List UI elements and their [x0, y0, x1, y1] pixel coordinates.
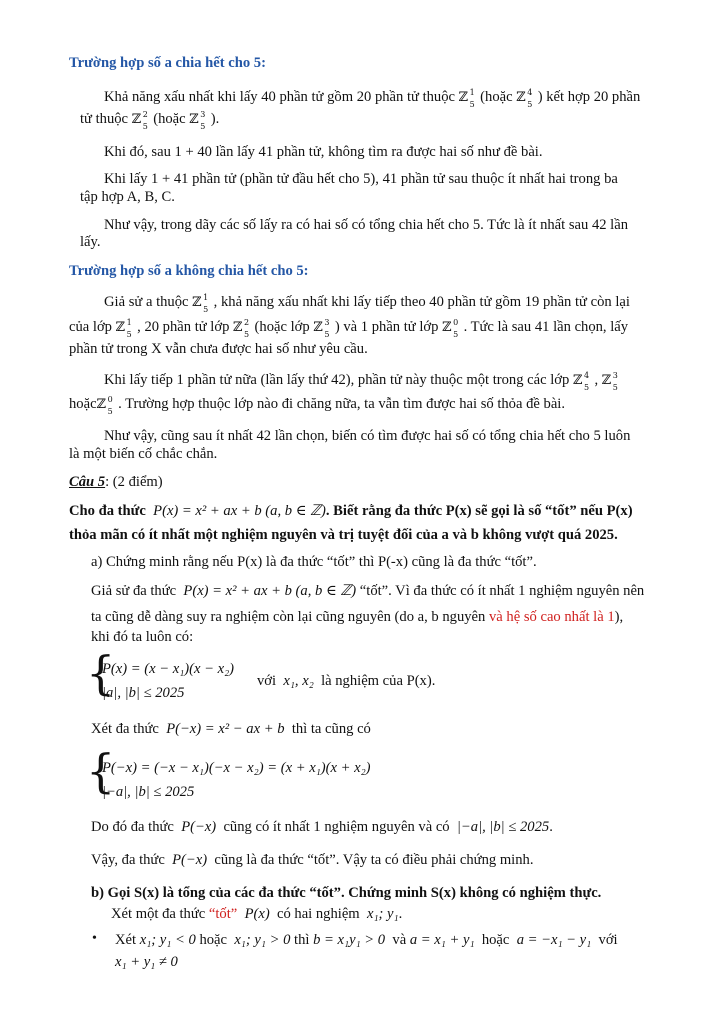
problem-statement: Cho đa thức P(x) = x² + ax + b (a, b ∈ ℤ). Biết rằng đa thức P(x) sẽ gọi là số “tốt” nếu P(x): [69, 503, 633, 519]
class-symbol: ℤ 4 5: [516, 88, 533, 109]
paragraph-line: Như vậy, cũng sau ít nhất 42 lần chọn, biến có tìm được hai số có tổng chia hết cho 5 luôn: [104, 428, 631, 444]
class-symbol: ℤ 1 5: [115, 318, 132, 339]
problem-statement: thỏa mãn có ít nhất một nghiệm nguyên và trị tuyệt đối của a và b không vượt quá 2025.: [69, 527, 618, 543]
paragraph-line: Do đó đa thức P(−x) cũng có ít nhất 1 nghiệm nguyên và có |−a|, |b| ≤ 2025.: [91, 819, 553, 835]
class-symbol: ℤ 3 5: [313, 318, 330, 339]
paragraph-line: Như vậy, trong dãy các số lấy ra có hai số có tổng chia hết cho 5. Tức là ít nhất sau 42 lần: [104, 217, 629, 233]
system-brace: {: [86, 646, 116, 700]
paragraph-line: Xét một đa thức “tốt” P(x) có hai nghiệm x₁; y₁.: [111, 906, 403, 922]
paragraph-line: phần tử trong X vẫn chưa được hai số như yêu cầu.: [69, 341, 368, 357]
paragraph-line: Vậy, đa thức P(−x) cũng là đa thức “tốt”. Vậy ta có điều phải chứng minh.: [91, 852, 534, 868]
class-symbol: ℤ 3 5: [601, 371, 618, 392]
system-row: P(x) = (x − x₁)(x − x₂): [102, 661, 235, 677]
paragraph-line: là một biến cố chắc chắn.: [69, 446, 218, 462]
paragraph-line: lấy.: [80, 234, 101, 250]
paragraph-line: hoặcℤ 0 5 . Trường hợp thuộc lớp nào đi chăng nữa, ta vẫn tìm được hai số thỏa đề bài.: [69, 395, 566, 416]
paragraph-line: Giả sử đa thức P(x) = x² + ax + b (a, b ∈ ℤ) “tốt”. Vì đa thức có ít nhất 1 nghiệm nguyên nên: [91, 583, 645, 599]
system-brace: {: [86, 744, 116, 798]
paragraph-line: Khi lấy tiếp 1 phần tử nữa (lần lấy thứ 42), phần tử này thuộc một trong các lớp ℤ 4 5 , ℤ 3 5: [104, 371, 618, 392]
paragraph-line: của lớp ℤ 1 5 , 20 phần tử lớp ℤ 2 5 (hoặc lớp ℤ 3 5 ) và 1 phần tử lớp ℤ 0 5 . Tức là sau 41 lần chọn, lấy: [69, 318, 629, 339]
system-row: |a|, |b| ≤ 2025: [102, 685, 185, 701]
bullet-line: Xét x₁; y₁ < 0 hoặc x₁; y₁ > 0 thì b = x₁y₁ > 0 và a = x₁ + y₁ hoặc a = −x₁ − y₁ với: [115, 932, 618, 948]
class-symbol: ℤ 0 5: [442, 318, 459, 339]
class-symbol: ℤ 2 5: [233, 318, 250, 339]
paragraph-line: Xét đa thức P(−x) = x² − ax + b thì ta cũng có: [91, 721, 371, 737]
paragraph-line: khi đó ta luôn có:: [91, 629, 194, 645]
heading-case-divisible: Trường hợp số a chia hết cho 5:: [69, 55, 266, 71]
class-symbol: ℤ 4 5: [572, 371, 590, 392]
question-a: a) Chứng minh rằng nếu P(x) là đa thức “tốt” thì P(-x) cũng là đa thức “tốt”.: [91, 554, 537, 570]
system-row: |−a|, |b| ≤ 2025: [102, 784, 195, 800]
class-symbol: ℤ 2 5: [131, 110, 148, 131]
class-symbol: ℤ 3 5: [189, 110, 206, 131]
system-note: với x₁, x₂ là nghiệm của P(x).: [257, 673, 436, 689]
bullet-icon: •: [92, 931, 97, 946]
class-symbol: ℤ 1 5: [192, 293, 209, 314]
bullet-line: x₁ + y₁ ≠ 0: [115, 954, 178, 970]
paragraph-line: tập hợp A, B, C.: [80, 189, 175, 205]
class-symbol: ℤ 1 5: [458, 88, 475, 109]
question-b: b) Gọi S(x) là tổng của các đa thức “tốt”. Chứng minh S(x) không có nghiệm thực.: [91, 885, 602, 901]
paragraph-line: Giả sử a thuộc ℤ 1 5 , khả năng xấu nhất khi lấy tiếp theo 40 phần tử gồm 19 phần tử còn lại: [104, 293, 630, 314]
paragraph-line: Khả năng xấu nhất khi lấy 40 phần tử gồm 20 phần tử thuộc ℤ 1 5 (hoặc ℤ 4 5 ) kết hợp 20 phần: [104, 88, 641, 109]
paragraph-line: Khi đó, sau 1 + 40 lần lấy 41 phần tử, không tìm ra được hai số như đề bài.: [104, 144, 543, 160]
heading-case-not-divisible: Trường hợp số a không chia hết cho 5:: [69, 263, 309, 279]
class-symbol: ℤ 0 5: [96, 395, 113, 416]
question-header: Câu 5: (2 điểm): [69, 474, 163, 490]
system-row: P(−x) = (−x − x₁)(−x − x₂) = (x + x₁)(x + x₂): [102, 760, 371, 776]
paragraph-line: ta cũng dễ dàng suy ra nghiệm còn lại cũng nguyên (do a, b nguyên và hệ số cao nhất là 1),: [91, 609, 624, 625]
paragraph-line: tử thuộc ℤ 2 5 (hoặc ℤ 3 5 ).: [80, 110, 220, 131]
paragraph-line: Khi lấy 1 + 41 phần tử (phần tử đầu hết cho 5), 41 phần tử sau thuộc ít nhất hai trong ba: [104, 171, 618, 187]
